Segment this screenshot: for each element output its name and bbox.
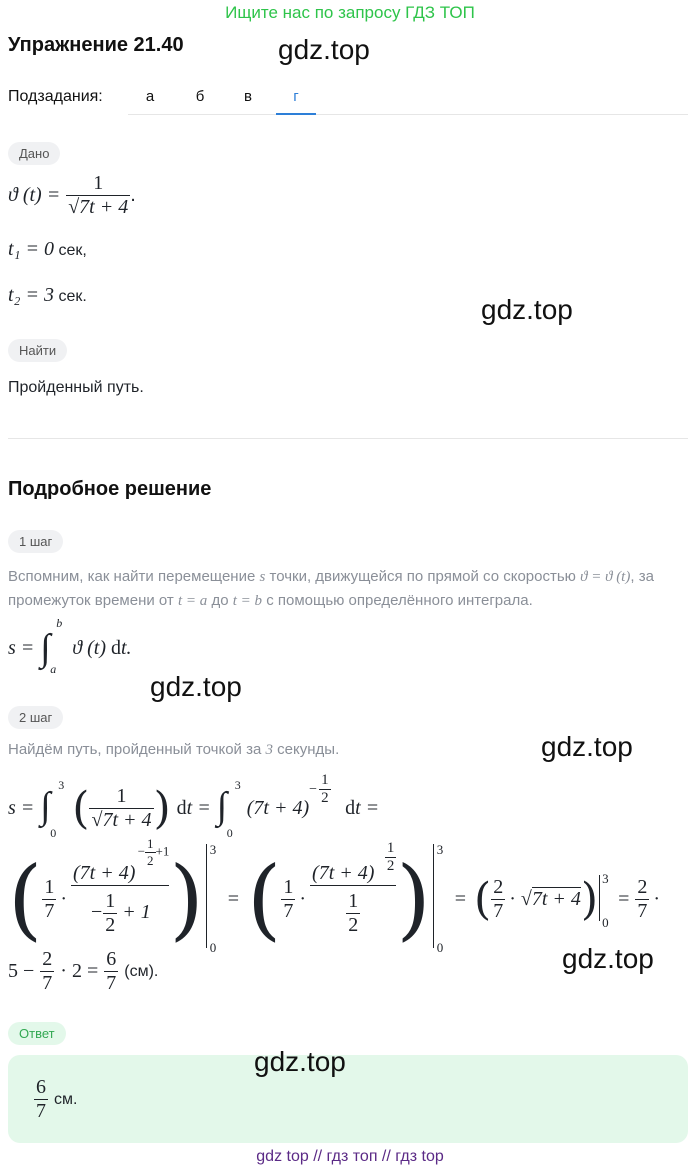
tab-a[interactable]: а xyxy=(145,88,155,105)
step1-integral-formula: s = ∫ b a ϑ (t) dt. xyxy=(8,616,132,676)
answer-num: 6 xyxy=(36,1076,46,1098)
answer-den: 7 xyxy=(36,1100,46,1122)
step2-math-line2: ( $\frac{1}{7}$ · (7t + 4) − $\frac{1}{2}$ +1 − $\frac{1}{2}$ + 1 ) 3 0 = ( $\frac{1}{7}$ · (7t + 4) $\frac{1}{2}$ $\frac{1}{2}$ ) 3 0 = ( $\frac{2}{7}$ · √7t + 4 ) 3 0 = $\frac{2}{7}$ · xyxy=(8,835,661,955)
step1-text-c: , за промежуток времени от xyxy=(8,568,654,609)
active-tab-indicator xyxy=(276,113,316,115)
given-t2-unit: сек. xyxy=(58,288,87,305)
exercise-title: Упражнение 21.40 xyxy=(8,34,184,56)
watermark: gdz.top xyxy=(481,294,573,325)
find-text: Пройденный путь. xyxy=(8,379,144,396)
watermark: gdz.top xyxy=(562,943,654,974)
given-pill: Дано xyxy=(8,142,60,165)
step1-text-b: точки, движущейся по прямой со скоростью xyxy=(269,568,576,585)
find-pill: Найти xyxy=(8,339,67,362)
step2-text xyxy=(8,741,339,759)
step1-s-var: s xyxy=(259,569,266,585)
step1-text-a: Вспомним, как найти перемещение xyxy=(8,568,256,585)
step1-pill: 1 шаг xyxy=(8,530,63,553)
step1-lower: t = a xyxy=(177,593,208,609)
section-divider xyxy=(8,438,688,439)
watermark: gdz.top xyxy=(541,731,633,762)
watermark: gdz.top xyxy=(254,1046,346,1077)
step2-text-a: Найдём путь, пройденный точкой за xyxy=(8,741,262,758)
tab-b[interactable]: б xyxy=(195,88,205,105)
step2-math-line1: s = ∫ 3 0 ( $\frac{1}{√7t + 4}$ ) dt = ∫ 3 0 (7t + 4) − $\frac{1}{2}$ dt = xyxy=(8,772,380,840)
step1-text-d: до xyxy=(211,592,229,609)
tab-g[interactable]: г xyxy=(293,88,299,105)
given-t2 xyxy=(8,284,87,307)
given-t1-expr: t₁ = 0 xyxy=(8,238,55,260)
given-velocity-num: 1 xyxy=(93,172,104,194)
step2-result-unit: (см). xyxy=(124,962,159,980)
step1-text-e: с помощью определённого интеграла. xyxy=(266,592,533,609)
step1-upper: t = b xyxy=(232,593,263,609)
answer-value xyxy=(34,1076,77,1123)
step2-seconds: 3 xyxy=(265,742,273,758)
subtasks-label: Подзадания: xyxy=(8,88,103,105)
answer-box xyxy=(8,1055,688,1143)
step1-text xyxy=(8,565,688,613)
solution-title: Подробное решение xyxy=(8,478,212,500)
step1-velocity: ϑ = ϑ (t) xyxy=(580,569,631,585)
given-t1-unit: сек, xyxy=(58,242,87,259)
given-velocity-formula: ϑ (t) = $\frac{1}{√7t + 4}$ . xyxy=(8,172,136,218)
answer-pill: Ответ xyxy=(8,1022,66,1045)
top-banner[interactable]: Ищите нас по запросу ГДЗ ТОП xyxy=(225,3,475,22)
answer-unit: см. xyxy=(54,1090,78,1108)
footer-links[interactable]: gdz top // гдз топ // гдз top xyxy=(256,1148,444,1165)
subtask-tabs xyxy=(128,80,688,115)
step2-text-b: секунды. xyxy=(277,741,340,758)
given-t1 xyxy=(8,238,87,261)
given-velocity-den: 7t + 4 xyxy=(79,196,129,218)
step2-math-line3: 5 − $\frac{2}{7}$ · 2 = $\frac{6}{7}$ (см). xyxy=(8,948,159,994)
tab-v[interactable]: в xyxy=(244,88,252,105)
watermark: gdz.top xyxy=(278,34,370,65)
step2-pill: 2 шаг xyxy=(8,706,63,729)
given-t2-expr: t₂ = 3 xyxy=(8,284,55,306)
given-velocity-lhs: ϑ (t) = xyxy=(8,184,61,206)
given-velocity-fraction: $\frac{1}{√7t + 4}$ xyxy=(68,172,129,218)
watermark: gdz.top xyxy=(150,671,242,702)
